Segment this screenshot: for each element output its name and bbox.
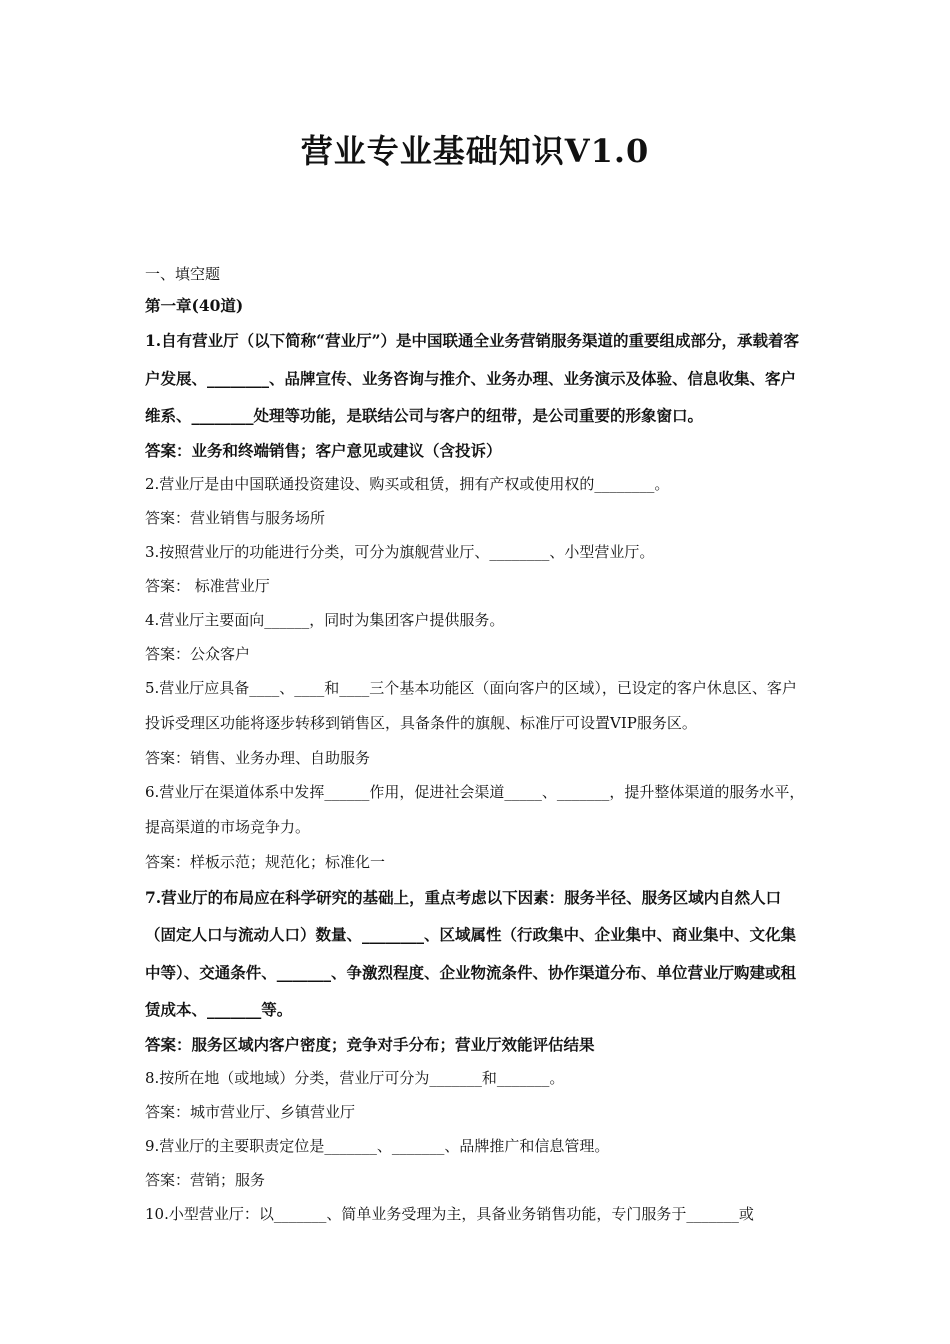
question-paragraph: 8.按所在地（或地域）分类，营业厅可分为_______和_______。 — [145, 1068, 565, 1087]
answer-line: 答案：服务区域内客户密度；竞争对手分布；营业厅效能评估结果 — [145, 1034, 595, 1054]
answer-line: 答案：销售、业务办理、自助服务 — [145, 748, 371, 767]
answer-line: 答案：营业销售与服务场所 — [145, 508, 326, 527]
answer-line: 答案：营销；服务 — [145, 1170, 266, 1189]
answer-line: 答案： 标准营业厅 — [145, 576, 270, 595]
question-paragraph: 5.营业厅应具备____、____和____三个基本功能区（面向客户的区域），已设定的客户休息区、客户投诉受理区功能将逐步转移到销售区，具备条件的旗舰、标准厅可设置VIP服务区。 — [145, 678, 797, 732]
answer-line: 答案：城市营业厅、乡镇营业厅 — [145, 1102, 356, 1121]
document-body — [145, 258, 810, 1231]
question-paragraph: 9.营业厅的主要职责定位是_______、_______、品牌推广和信息管理。 — [145, 1136, 610, 1155]
question-list — [145, 322, 810, 1231]
answer-line: 答案：公众客户 — [145, 644, 251, 663]
document-title: 营业专业基础知识V1.0 — [300, 132, 650, 170]
chapter-heading: 第一章(40道) — [145, 296, 244, 315]
question-paragraph: 1.自有营业厅（以下简称“营业厅”）是中国联通全业务营销服务渠道的重要组成部分，承载着客户发展、________、品牌宣传、业务咨询与推介、业务办理、业务演示及体验、信息收集、客户维系、________处理等功能，是联结公司与客户的纽带，是公司重要的形象窗口。 — [145, 331, 800, 425]
question-paragraph: 4.营业厅主要面向______，同时为集团客户提供服务。 — [145, 610, 505, 629]
answer-line: 答案：业务和终端销售；客户意见或建议（含投诉） — [145, 440, 502, 460]
question-paragraph: 6.营业厅在渠道体系中发挥______作用，促进社会渠道_____、_______，提升整体渠道的服务水平，提高渠道的市场竞争力。 — [145, 782, 805, 836]
question-paragraph: 7.营业厅的布局应在科学研究的基础上，重点考虑以下因素：服务半径、服务区域内自然人口（固定人口与流动人口）数量、________、区域属性（行政集中、企业集中、商业集中、文化集中等）、交通条件、_______、争激烈程度、企业物流条件、协作渠道分布、单位营业厅购建或租赁成本、_______等。 — [145, 887, 797, 1019]
answer-line: 答案：样板示范；规范化；标准化一 — [145, 852, 386, 871]
question-paragraph: 2.营业厅是由中国联通投资建设、购买或租赁，拥有产权或使用权的________。 — [145, 474, 670, 493]
section-heading: 一、填空题 — [145, 265, 221, 283]
question-paragraph: 10.小型营业厅：以_______、简单业务受理为主，具备业务销售功能，专门服务于_______或 — [145, 1204, 754, 1223]
question-paragraph: 3.按照营业厅的功能进行分类，可分为旗舰营业厅、________、小型营业厅。 — [145, 542, 655, 561]
